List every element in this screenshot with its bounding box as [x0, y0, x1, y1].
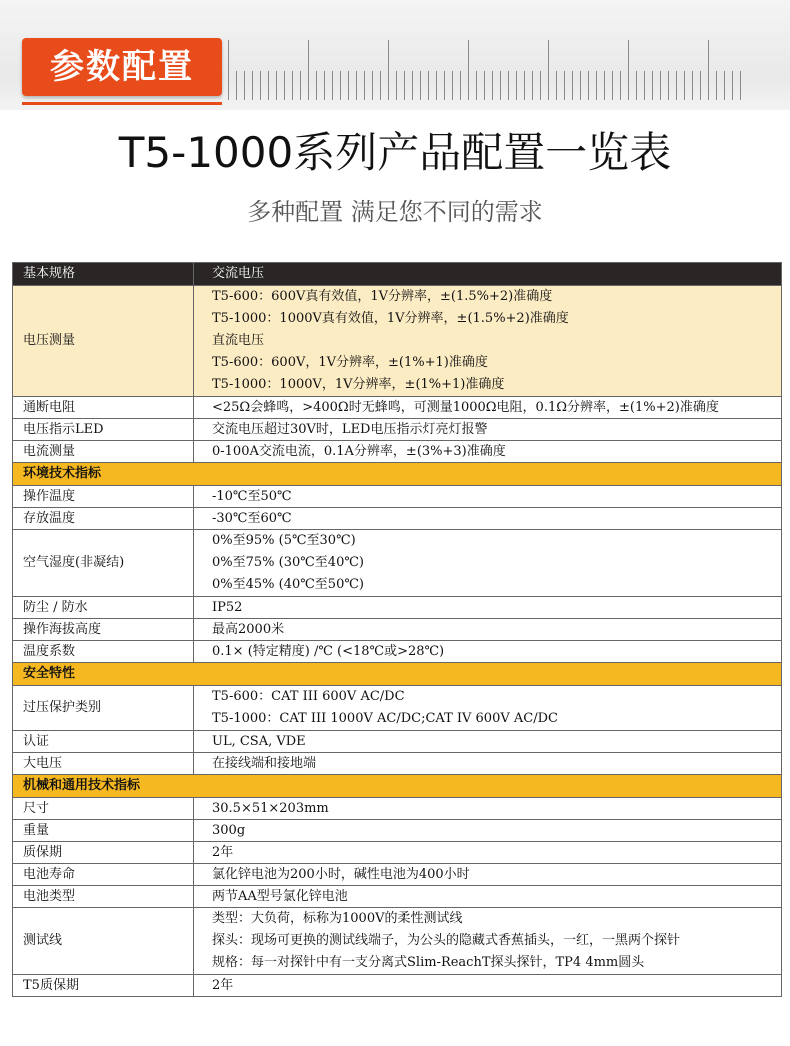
- value-line: 0%至75% (30℃至40℃): [212, 555, 364, 570]
- table-row-battery-life: [13, 864, 782, 886]
- value-line: 探头：现场可更换的测试线端子，为公头的隐藏式香蕉插头，一红，一黑两个探针: [212, 933, 681, 948]
- table-row-continuity: [13, 397, 782, 419]
- row-value: 交流电压超过30V时，LED电压指示灯亮灯报警: [194, 419, 782, 441]
- row-value: <25Ω会蜂鸣，>400Ω时无蜂鸣，可测量1000Ω电阻，0.1Ω分辨率，±(1%+2)准确度: [194, 397, 782, 419]
- row-label: 操作海拔高度: [13, 619, 194, 641]
- row-label: 电流测量: [13, 441, 194, 463]
- table-row-storage-temp: [13, 508, 782, 530]
- row-label: 电压测量: [13, 286, 194, 397]
- table-row-ip: [13, 597, 782, 619]
- row-value: [194, 908, 782, 975]
- row-value: 2年: [194, 975, 782, 997]
- table-row-weight: [13, 820, 782, 842]
- row-label: 操作温度: [13, 486, 194, 508]
- table-row-op-temp: [13, 486, 782, 508]
- table-row-battery-type: [13, 886, 782, 908]
- row-label: 电池寿命: [13, 864, 194, 886]
- column-header-spec: 基本规格: [13, 263, 194, 286]
- table-header-row: [13, 263, 782, 286]
- table-row-high-voltage: [13, 753, 782, 775]
- ruler-major-ticks: [228, 40, 748, 100]
- row-label: 过压保护类别: [13, 686, 194, 731]
- row-label: T5质保期: [13, 975, 194, 997]
- row-value: IP52: [194, 597, 782, 619]
- section-row-safety: [13, 663, 782, 686]
- table-row-warranty: [13, 842, 782, 864]
- row-label: 认证: [13, 731, 194, 753]
- column-header-value: 交流电压: [194, 263, 782, 286]
- value-line: 0%至95% (5℃至30℃): [212, 533, 356, 548]
- table-row-overvoltage: [13, 686, 782, 731]
- row-value: 氯化锌电池为200小时，碱性电池为400小时: [194, 864, 782, 886]
- row-value: [194, 286, 782, 397]
- row-value: 两节AA型号氯化锌电池: [194, 886, 782, 908]
- table-row-voltage: [13, 286, 782, 397]
- page-subtitle: 多种配置 满足您不同的需求: [247, 198, 543, 226]
- row-value: 在接线端和接地端: [194, 753, 782, 775]
- section-title: 机械和通用技术指标: [13, 775, 782, 798]
- row-value: 0-100A交流电流，0.1A分辨率，±(3%+3)准确度: [194, 441, 782, 463]
- table-row-temp-coeff: [13, 641, 782, 663]
- row-label: 大电压: [13, 753, 194, 775]
- row-label: 防尘 / 防水: [13, 597, 194, 619]
- badge-underline: [22, 102, 222, 105]
- section-title: 安全特性: [13, 663, 782, 686]
- row-value: 2年: [194, 842, 782, 864]
- row-value: 0.1× (特定精度) /℃ (<18℃或>28℃): [194, 641, 782, 663]
- value-line: T5-600：600V真有效值，1V分辨率，±(1.5%+2)准确度: [212, 289, 553, 304]
- section-row-environment: [13, 463, 782, 486]
- section-row-mechanical: [13, 775, 782, 798]
- value-line: T5-600：CAT III 600V AC/DC: [212, 689, 405, 704]
- table-row-altitude: [13, 619, 782, 641]
- section-badge: 参数配置: [22, 38, 222, 96]
- table-row-size: [13, 798, 782, 820]
- value-line: 类型：大负荷，标称为1000V的柔性测试线: [212, 911, 463, 926]
- value-line: 规格：每一对探针中有一支分离式Slim-ReachT探头探针，TP4 4mm圆头: [212, 955, 645, 970]
- table-row-test-leads: [13, 908, 782, 975]
- spec-table: [12, 262, 782, 997]
- row-value: -10℃至50℃: [194, 486, 782, 508]
- row-label: 尺寸: [13, 798, 194, 820]
- page-title: T5-1000系列产品配置一览表: [118, 128, 672, 177]
- table-row-humidity: [13, 530, 782, 597]
- row-value: 30.5×51×203mm: [194, 798, 782, 820]
- row-value: [194, 530, 782, 597]
- table-row-cert: [13, 731, 782, 753]
- row-label: 重量: [13, 820, 194, 842]
- row-value: [194, 686, 782, 731]
- row-value: -30℃至60℃: [194, 508, 782, 530]
- row-label: 测试线: [13, 908, 194, 975]
- table-row-current: [13, 441, 782, 463]
- row-label: 电池类型: [13, 886, 194, 908]
- value-line: T5-600：600V，1V分辨率，±(1%+1)准确度: [212, 355, 488, 370]
- value-line: T5-1000：1000V，1V分辨率，±(1%+1)准确度: [212, 377, 505, 392]
- value-line: 0%至45% (40℃至50℃): [212, 577, 364, 592]
- row-value: 300g: [194, 820, 782, 842]
- row-label: 质保期: [13, 842, 194, 864]
- value-line: T5-1000：CAT III 1000V AC/DC;CAT IV 600V AC/DC: [212, 711, 558, 726]
- row-value: UL, CSA, VDE: [194, 731, 782, 753]
- table-row-t5-warranty: [13, 975, 782, 997]
- row-label: 温度系数: [13, 641, 194, 663]
- row-label: 电压指示LED: [13, 419, 194, 441]
- value-line: 直流电压: [212, 333, 265, 348]
- value-line: T5-1000：1000V真有效值，1V分辨率，±(1.5%+2)准确度: [212, 311, 569, 326]
- table-row-led: [13, 419, 782, 441]
- row-label: 空气湿度(非凝结): [13, 530, 194, 597]
- row-label: 存放温度: [13, 508, 194, 530]
- row-label: 通断电阻: [13, 397, 194, 419]
- section-title: 环境技术指标: [13, 463, 782, 486]
- row-value: 最高2000米: [194, 619, 782, 641]
